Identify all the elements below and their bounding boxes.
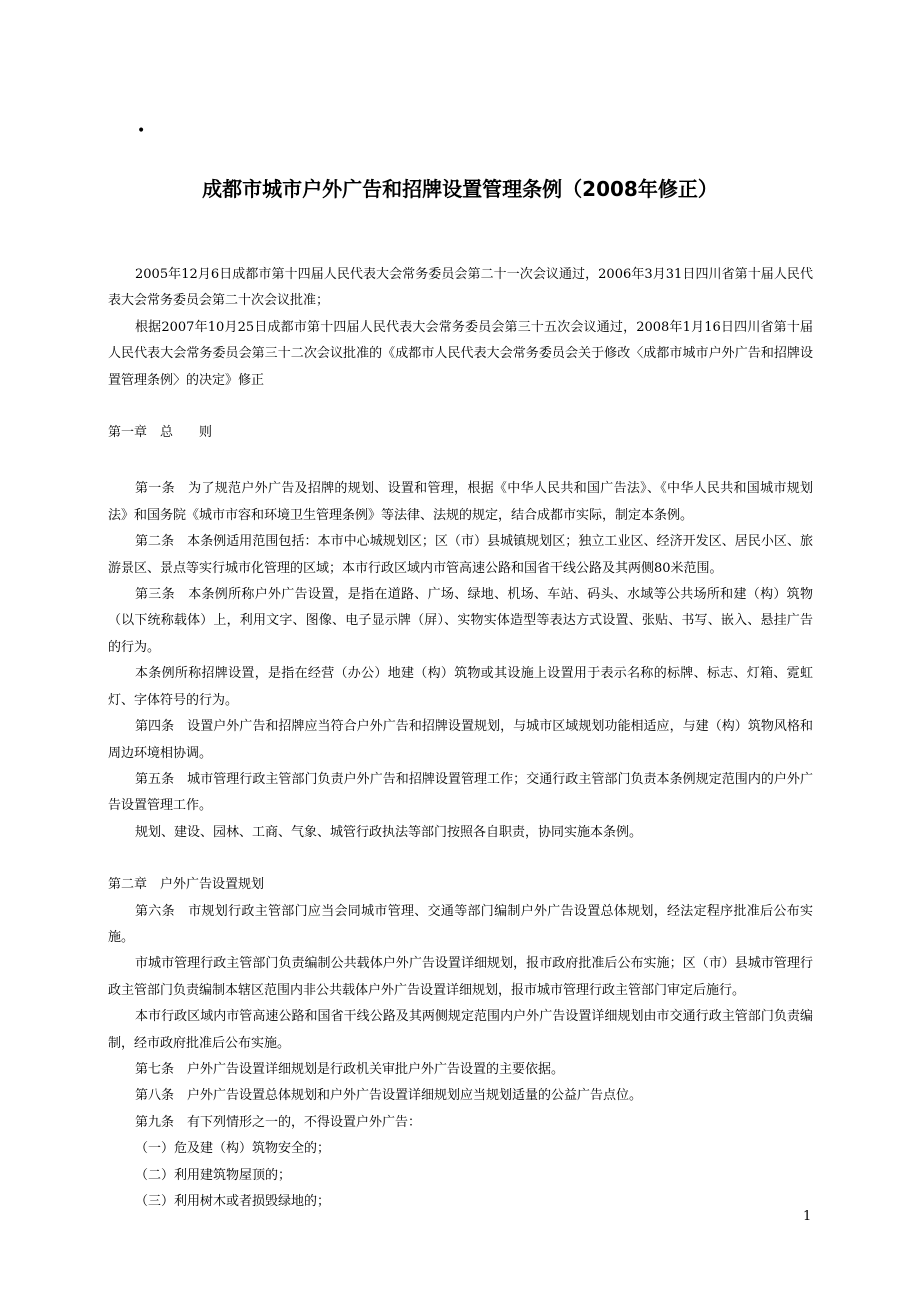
article-paragraph: 第二条 本条例适用范围包括：本市中心城规划区；区（市）县城镇规划区；独立工业区、经济开发区、居民小区、旅游景区、景点等实行城市化管理的区域；本市行政区域内市管高速公路和国省干线公路及其两侧80米范围。: [108, 534, 813, 576]
spacer: [108, 846, 813, 872]
article-paragraph: 本条例所称招牌设置，是指在经营（办公）地建（构）筑物或其设施上设置用于表示名称的标牌、标志、灯箱、霓虹灯、字体符号的行为。: [108, 666, 813, 708]
chapter-heading: 第二章 户外广告设置规划: [108, 877, 265, 893]
article-paragraph: 第五条 城市管理行政主管部门负责户外广告和招牌设置管理工作；交通行政主管部门负责本条例规定范围内的户外广告设置管理工作。: [108, 771, 813, 814]
chapter-heading: 第一章 总 则: [108, 425, 213, 441]
spacer: [108, 394, 813, 420]
preamble-paragraph: 2005年12月6日成都市第十四届人民代表大会常务委员会第二十一次会议通过，2006年3月31日四川省第十届人民代表大会常务委员会第二十次会议批准；: [108, 267, 813, 309]
article-paragraph: 市城市管理行政主管部门负责编制公共载体户外广告设置详细规划，报市政府批准后公布实施；区（市）县城市管理行政主管部门负责编制本辖区范围内非公共载体户外广告设置详细规划，报市城市管理行政主管部门审定后施行。: [108, 956, 813, 998]
article-paragraph: 第三条 本条例所称户外广告设置，是指在道路、广场、绿地、机场、车站、码头、水域等公共场所和建（构）筑物（以下统称载体）上，利用文字、图像、电子显示牌（屏）、实物实体造型等表达方式设置、张贴、书写、嵌入、悬挂广告的行为。: [108, 587, 813, 655]
list-item: （一）危及建（构）筑物安全的；: [135, 1141, 331, 1157]
document-body: [108, 262, 813, 1215]
list-item: （二）利用建筑物屋顶的；: [135, 1167, 292, 1183]
document-title: 成都市城市户外广告和招牌设置管理条例（2008年修正）: [202, 177, 718, 201]
spacer: [108, 446, 813, 476]
article-paragraph: 规划、建设、园林、工商、气象、城管行政执法等部门按照各自职责，协同实施本条例。: [135, 824, 643, 840]
article-paragraph: 第九条 有下列情形之一的，不得设置户外广告：: [135, 1114, 422, 1130]
article-paragraph: 第一条 为了规范户外广告及招牌的规划、设置和管理，根据《中华人民共和国广告法》、《中华人民共和国城市规划法》和国务院《城市市容和环境卫生管理条例》等法律、法规的规定，结合成都市实际，制定本条例。: [108, 481, 813, 523]
bullet-mark: •: [137, 123, 146, 139]
article-paragraph: 第八条 户外广告设置总体规划和户外广告设置详细规划应当规划适量的公益广告点位。: [135, 1088, 643, 1104]
article-paragraph: 第六条 市规划行政主管部门应当会同城市管理、交通等部门编制户外广告设置总体规划，经法定程序批准后公布实施。: [108, 903, 813, 945]
page-number: 1: [803, 1209, 812, 1224]
article-paragraph: 第四条 设置户外广告和招牌应当符合户外广告和招牌设置规划，与城市区域规划功能相适应，与建（构）筑物风格和周边环境相协调。: [108, 719, 813, 761]
article-paragraph: 第七条 户外广告设置详细规划是行政机关审批户外广告设置的主要依据。: [135, 1061, 565, 1077]
article-paragraph: 本市行政区域内市管高速公路和国省干线公路及其两侧规定范围内户外广告设置详细规划由市交通行政主管部门负责编制，经市政府批准后公布实施。: [108, 1009, 813, 1051]
list-item: （三）利用树木或者损毁绿地的；: [135, 1194, 331, 1209]
preamble-paragraph: 根据2007年10月25日成都市第十四届人民代表大会常务委员会第三十五次会议通过，2008年1月16日四川省第十届人民代表大会常务委员会第三十二次会议批准的《成都市人民代表大会常务委员会关于修改〈成都市城市户外广告和招牌设置管理条例〉的决定》修正: [108, 319, 813, 388]
